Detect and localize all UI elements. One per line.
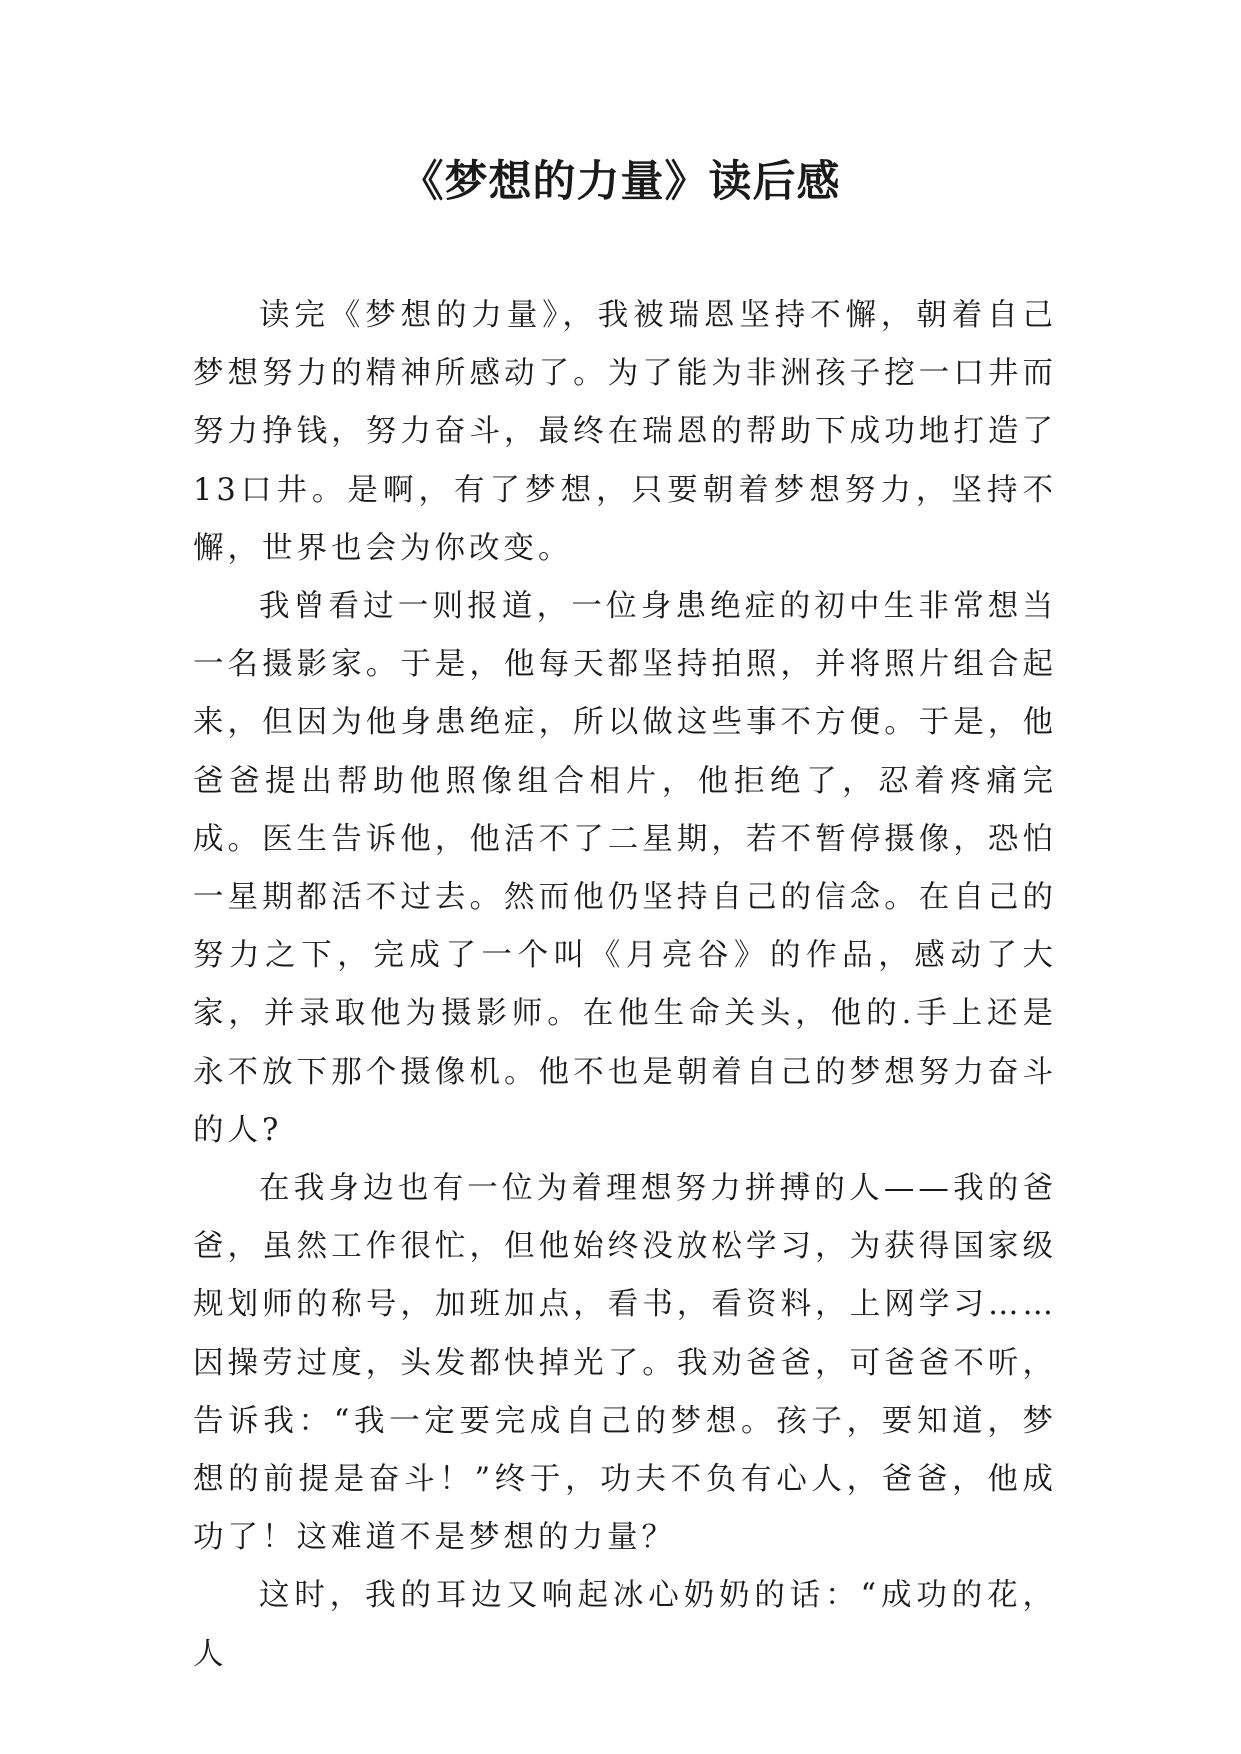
document-body — [193, 287, 1057, 1684]
paragraph-4: 这时，我的耳边又响起冰心奶奶的话：“成功的花，人 — [193, 1578, 1057, 1672]
paragraph-2: 我曾看过一则报道，一位身患绝症的初中生非常想当一名摄影家。于是，他每天都坚持拍照，并将照片组合起来，但因为他身患绝症，所以做这些事不方便。于是，他爸爸提出帮助他照像组合相片，他拒绝了，忍着疼痛完成。医生告诉他，他活不了二星期，若不暂停摄像，恐怕一星期都活不过去。然而他仍坚持自己的信念。在自己的努力之下，完成了一个叫《月亮谷》的作品，感动了大家，并录取他为摄影师。在他生命关头，他的.手上还是永不放下那个摄像机。他不也是朝着自己的梦想努力奋斗的人? — [193, 589, 1057, 1148]
paragraph-1: 读完《梦想的力量》，我被瑞恩坚持不懈，朝着自己梦想努力的精神所感动了。为了能为非洲孩子挖一口井而努力挣钱，努力奋斗，最终在瑞恩的帮助下成功地打造了13口井。是啊，有了梦想，只要朝着梦想努力，坚持不懈，世界也会为你改变。 — [193, 298, 1057, 566]
paragraph-3: 在我身边也有一位为着理想努力拼搏的人——我的爸爸，虽然工作很忙，但他始终没放松学习，为获得国家级规划师的称号，加班加点，看书，看资料，上网学习……因操劳过度，头发都快掉光了。我劝爸爸，可爸爸不听，告诉我：“我一定要完成自己的梦想。孩子，要知道，梦想的前提是奋斗！”终于，功夫不负有心人，爸爸，他成功了！这难道不是梦想的力量？ — [193, 1171, 1057, 1556]
document-title: 《梦想的力量》读后感 — [400, 157, 841, 207]
